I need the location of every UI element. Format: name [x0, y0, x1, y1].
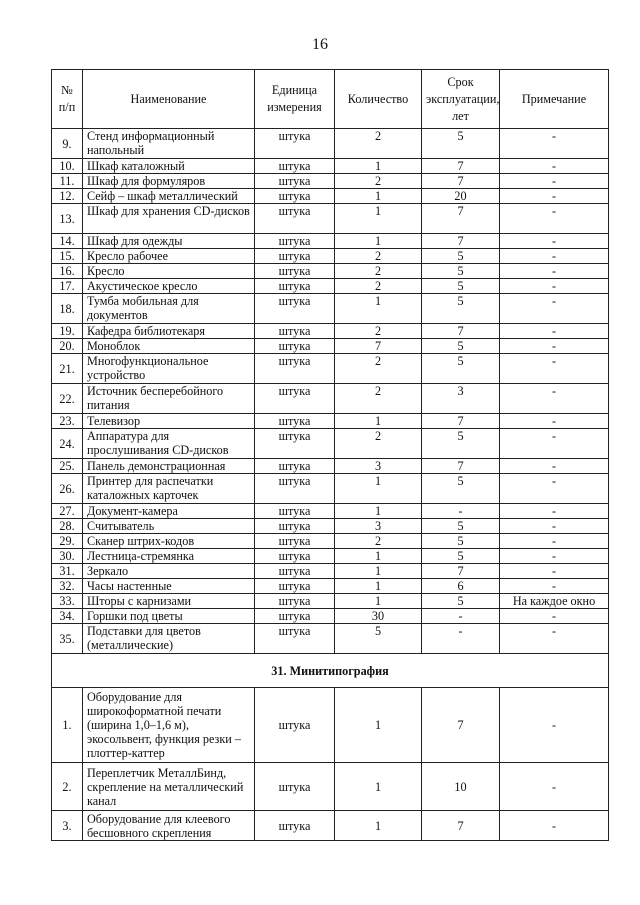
- row-life: 6: [422, 579, 500, 594]
- row-qty: 2: [335, 354, 422, 384]
- row-name: Шторы с карнизами: [83, 594, 255, 609]
- row-number: 24.: [52, 429, 83, 459]
- row-life: 5: [422, 249, 500, 264]
- row-number: 22.: [52, 384, 83, 414]
- row-name: Акустическое кресло: [83, 279, 255, 294]
- row-number: 14.: [52, 234, 83, 249]
- table-row: [52, 594, 609, 609]
- row-number: 35.: [52, 624, 83, 654]
- row-life: 5: [422, 519, 500, 534]
- row-life: 7: [422, 688, 500, 763]
- header-num: № п/п: [52, 70, 83, 129]
- row-qty: 1: [335, 763, 422, 811]
- row-note: -: [500, 294, 609, 324]
- row-qty: 2: [335, 249, 422, 264]
- row-unit: штука: [255, 624, 335, 654]
- row-life: -: [422, 504, 500, 519]
- table-row: [52, 159, 609, 174]
- row-unit: штука: [255, 811, 335, 841]
- row-qty: 3: [335, 519, 422, 534]
- row-name: Шкаф для хранения CD-дисков: [83, 204, 255, 234]
- row-unit: штука: [255, 324, 335, 339]
- row-life: 7: [422, 324, 500, 339]
- table-row: [52, 624, 609, 654]
- row-name: Подставки для цветов (металлические): [83, 624, 255, 654]
- row-name: Оборудование для клеевого бесшовного скрепления: [83, 811, 255, 841]
- row-life: 5: [422, 549, 500, 564]
- row-name: Аппаратура для прослушивания CD-дисков: [83, 429, 255, 459]
- table-row: [52, 189, 609, 204]
- row-number: 17.: [52, 279, 83, 294]
- row-note: -: [500, 324, 609, 339]
- table-row: [52, 811, 609, 841]
- row-unit: штука: [255, 609, 335, 624]
- row-note: -: [500, 534, 609, 549]
- row-unit: штука: [255, 279, 335, 294]
- table-row: [52, 294, 609, 324]
- row-note: -: [500, 549, 609, 564]
- row-note: -: [500, 159, 609, 174]
- header-qty: Количество: [335, 70, 422, 129]
- row-note: На каждое окно: [500, 594, 609, 609]
- row-life: 5: [422, 354, 500, 384]
- row-number: 21.: [52, 354, 83, 384]
- row-qty: 30: [335, 609, 422, 624]
- table-row: [52, 564, 609, 579]
- row-note: -: [500, 504, 609, 519]
- row-unit: штука: [255, 264, 335, 279]
- table-row: [52, 414, 609, 429]
- row-note: -: [500, 688, 609, 763]
- inventory-table: [51, 69, 609, 841]
- header-unit: Единица измерения: [255, 70, 335, 129]
- row-qty: 2: [335, 384, 422, 414]
- row-number: 30.: [52, 549, 83, 564]
- table-row: [52, 249, 609, 264]
- row-number: 33.: [52, 594, 83, 609]
- row-number: 11.: [52, 174, 83, 189]
- row-life: 7: [422, 811, 500, 841]
- row-life: 5: [422, 594, 500, 609]
- row-life: 5: [422, 279, 500, 294]
- row-name: Шкаф для формуляров: [83, 174, 255, 189]
- row-note: -: [500, 624, 609, 654]
- row-unit: штука: [255, 414, 335, 429]
- row-qty: 3: [335, 459, 422, 474]
- header-note: Примечание: [500, 70, 609, 129]
- row-qty: 1: [335, 811, 422, 841]
- row-life: 5: [422, 264, 500, 279]
- row-number: 34.: [52, 609, 83, 624]
- row-life: 7: [422, 174, 500, 189]
- row-name: Тумба мобильная для документов: [83, 294, 255, 324]
- row-number: 32.: [52, 579, 83, 594]
- row-life: 7: [422, 159, 500, 174]
- row-unit: штука: [255, 429, 335, 459]
- row-note: -: [500, 384, 609, 414]
- table-row: [52, 234, 609, 249]
- row-qty: 2: [335, 534, 422, 549]
- table-row: [52, 354, 609, 384]
- row-life: -: [422, 609, 500, 624]
- row-name: Часы настенные: [83, 579, 255, 594]
- row-qty: 2: [335, 429, 422, 459]
- row-number: 18.: [52, 294, 83, 324]
- row-note: -: [500, 354, 609, 384]
- row-life: 5: [422, 294, 500, 324]
- row-number: 28.: [52, 519, 83, 534]
- row-qty: 5: [335, 624, 422, 654]
- row-unit: штука: [255, 159, 335, 174]
- row-qty: 2: [335, 264, 422, 279]
- row-unit: штука: [255, 384, 335, 414]
- row-unit: штука: [255, 534, 335, 549]
- row-name: Панель демонстрационная: [83, 459, 255, 474]
- row-life: 5: [422, 339, 500, 354]
- row-life: -: [422, 624, 500, 654]
- table-header-row: [52, 70, 609, 129]
- row-note: -: [500, 459, 609, 474]
- row-unit: штука: [255, 459, 335, 474]
- table-row: [52, 609, 609, 624]
- row-unit: штука: [255, 504, 335, 519]
- row-name: Горшки под цветы: [83, 609, 255, 624]
- row-note: -: [500, 579, 609, 594]
- row-number: 29.: [52, 534, 83, 549]
- row-qty: 1: [335, 159, 422, 174]
- row-note: -: [500, 564, 609, 579]
- row-note: -: [500, 264, 609, 279]
- row-qty: 1: [335, 579, 422, 594]
- table-row: [52, 339, 609, 354]
- row-life: 5: [422, 129, 500, 159]
- row-number: 20.: [52, 339, 83, 354]
- row-name: Шкаф для одежды: [83, 234, 255, 249]
- row-note: -: [500, 234, 609, 249]
- row-number: 27.: [52, 504, 83, 519]
- row-number: 16.: [52, 264, 83, 279]
- table-row: [52, 474, 609, 504]
- row-unit: штука: [255, 549, 335, 564]
- header-name: Наименование: [83, 70, 255, 129]
- table-row: [52, 519, 609, 534]
- row-qty: 7: [335, 339, 422, 354]
- table-row: [52, 324, 609, 339]
- row-name: Сканер штрих-кодов: [83, 534, 255, 549]
- row-note: -: [500, 174, 609, 189]
- page-number: 16: [312, 36, 328, 53]
- table-row: [52, 763, 609, 811]
- row-note: -: [500, 474, 609, 504]
- row-life: 5: [422, 474, 500, 504]
- row-unit: штука: [255, 339, 335, 354]
- row-qty: 2: [335, 129, 422, 159]
- table-row: [52, 579, 609, 594]
- row-unit: штука: [255, 688, 335, 763]
- row-note: -: [500, 414, 609, 429]
- row-number: 31.: [52, 564, 83, 579]
- row-life: 7: [422, 234, 500, 249]
- row-name: Документ-камера: [83, 504, 255, 519]
- row-number: 10.: [52, 159, 83, 174]
- row-number: 9.: [52, 129, 83, 159]
- header-life: Срок эксплуатации, лет: [422, 70, 500, 129]
- row-note: -: [500, 763, 609, 811]
- row-unit: штука: [255, 249, 335, 264]
- table-row: [52, 279, 609, 294]
- row-life: 7: [422, 414, 500, 429]
- row-name: Сейф – шкаф металлический: [83, 189, 255, 204]
- row-name: Кресло рабочее: [83, 249, 255, 264]
- row-note: -: [500, 429, 609, 459]
- row-qty: 1: [335, 688, 422, 763]
- row-name: Моноблок: [83, 339, 255, 354]
- row-name: Кресло: [83, 264, 255, 279]
- table-row: [52, 459, 609, 474]
- row-life: 3: [422, 384, 500, 414]
- row-life: 7: [422, 204, 500, 234]
- row-note: -: [500, 279, 609, 294]
- row-qty: 1: [335, 504, 422, 519]
- row-qty: 2: [335, 279, 422, 294]
- row-life: 10: [422, 763, 500, 811]
- section-header-row: [52, 654, 609, 688]
- row-unit: штука: [255, 594, 335, 609]
- row-qty: 1: [335, 549, 422, 564]
- row-number: 12.: [52, 189, 83, 204]
- row-qty: 2: [335, 174, 422, 189]
- row-unit: штука: [255, 129, 335, 159]
- row-name: Принтер для распечатки каталожных карточек: [83, 474, 255, 504]
- table-row: [52, 688, 609, 763]
- row-life: 5: [422, 429, 500, 459]
- row-name: Переплетчик МеталлБинд, скрепление на металлический канал: [83, 763, 255, 811]
- row-qty: 1: [335, 414, 422, 429]
- table-row: [52, 429, 609, 459]
- row-unit: штука: [255, 474, 335, 504]
- row-number: 13.: [52, 204, 83, 234]
- table-row: [52, 174, 609, 189]
- table-row: [52, 534, 609, 549]
- table-row: [52, 504, 609, 519]
- row-name: Стенд информационный напольный: [83, 129, 255, 159]
- table-row: [52, 264, 609, 279]
- row-note: -: [500, 204, 609, 234]
- table-row: [52, 204, 609, 234]
- row-qty: 2: [335, 324, 422, 339]
- row-number: 3.: [52, 811, 83, 841]
- row-qty: 1: [335, 474, 422, 504]
- row-note: -: [500, 249, 609, 264]
- row-name: Шкаф каталожный: [83, 159, 255, 174]
- row-unit: штука: [255, 519, 335, 534]
- row-number: 2.: [52, 763, 83, 811]
- row-unit: штука: [255, 294, 335, 324]
- row-number: 26.: [52, 474, 83, 504]
- row-life: 7: [422, 564, 500, 579]
- row-number: 23.: [52, 414, 83, 429]
- table-row: [52, 549, 609, 564]
- row-number: 25.: [52, 459, 83, 474]
- row-unit: штука: [255, 189, 335, 204]
- row-note: -: [500, 189, 609, 204]
- row-note: -: [500, 129, 609, 159]
- row-note: -: [500, 811, 609, 841]
- row-number: 15.: [52, 249, 83, 264]
- row-unit: штука: [255, 354, 335, 384]
- row-note: -: [500, 609, 609, 624]
- row-number: 19.: [52, 324, 83, 339]
- row-name: Считыватель: [83, 519, 255, 534]
- row-qty: 1: [335, 594, 422, 609]
- row-number: 1.: [52, 688, 83, 763]
- row-unit: штука: [255, 234, 335, 249]
- row-qty: 1: [335, 564, 422, 579]
- row-unit: штука: [255, 204, 335, 234]
- row-unit: штука: [255, 579, 335, 594]
- row-name: Многофункциональное устройство: [83, 354, 255, 384]
- row-name: Источник бесперебойного питания: [83, 384, 255, 414]
- row-life: 7: [422, 459, 500, 474]
- row-unit: штука: [255, 174, 335, 189]
- row-qty: 1: [335, 204, 422, 234]
- row-name: Оборудование для широкоформатной печати (ширина 1,0–1,6 м), экосольвент, функция резки – плоттер-каттер: [83, 688, 255, 763]
- row-life: 5: [422, 534, 500, 549]
- row-name: Зеркало: [83, 564, 255, 579]
- row-name: Телевизор: [83, 414, 255, 429]
- row-name: Лестница-стремянка: [83, 549, 255, 564]
- row-unit: штука: [255, 564, 335, 579]
- row-qty: 1: [335, 294, 422, 324]
- row-unit: штука: [255, 763, 335, 811]
- section-title: 31. Минитипография: [52, 654, 609, 688]
- row-name: Кафедра библиотекаря: [83, 324, 255, 339]
- row-qty: 1: [335, 234, 422, 249]
- table-row: [52, 384, 609, 414]
- row-qty: 1: [335, 189, 422, 204]
- row-note: -: [500, 339, 609, 354]
- row-life: 20: [422, 189, 500, 204]
- row-note: -: [500, 519, 609, 534]
- table-row: [52, 129, 609, 159]
